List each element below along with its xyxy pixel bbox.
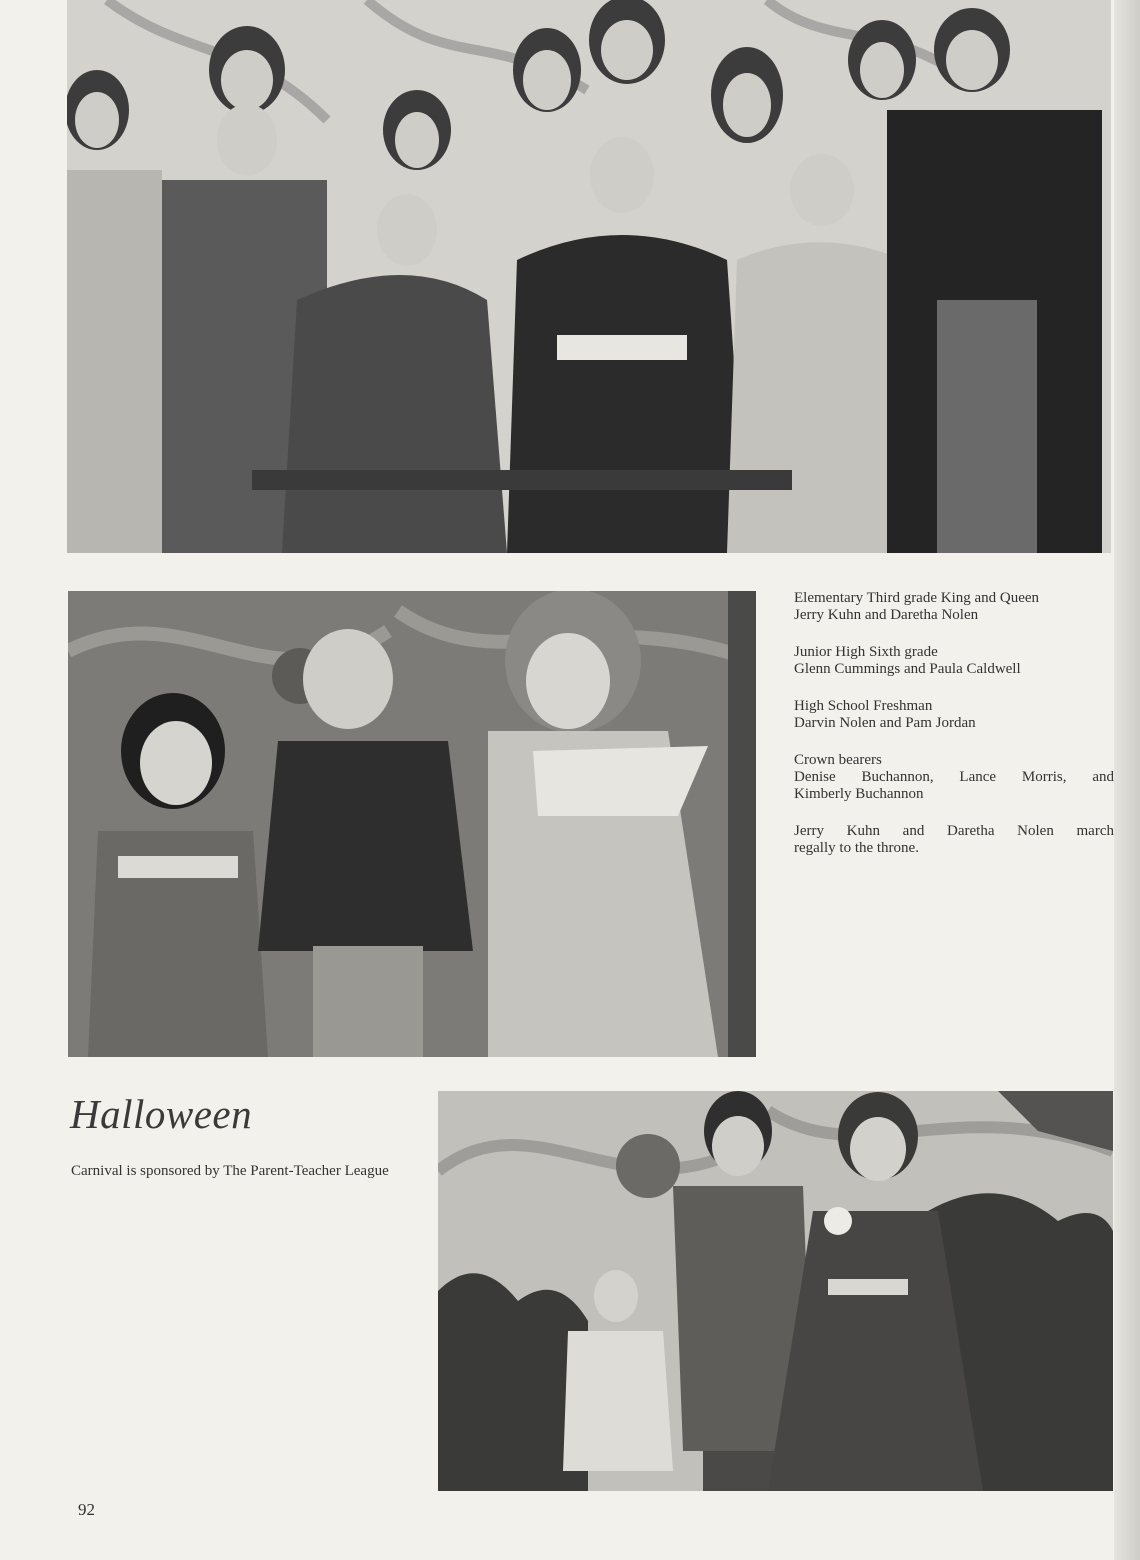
caption-line: Crown bearers (794, 752, 882, 768)
caption-line: Junior High Sixth grade (794, 644, 938, 660)
photo-crown-bearers (68, 591, 756, 1057)
section-title: Halloween (70, 1091, 253, 1137)
court-captions (794, 590, 1114, 877)
caption-line: Darvin Nolen and Pam Jordan (794, 715, 976, 731)
caption-crown-bearers (794, 752, 1114, 803)
caption-line: Elementary Third grade King and Queen (794, 590, 1040, 606)
caption-line: High School Freshman (794, 698, 933, 714)
caption-line: regally to the throne. (794, 840, 919, 856)
photo-court-group (67, 0, 1111, 553)
page-number: 92 (78, 1500, 95, 1519)
photo-march-to-throne (438, 1091, 1113, 1491)
section-caption: Carnival is sponsored by The Parent-Teacher League (71, 1163, 389, 1179)
caption-sixth-grade (794, 644, 1114, 678)
binding-edge (1114, 0, 1140, 1560)
caption-line: Denise Buchannon, Lance Morris, and (794, 769, 1114, 785)
caption-freshman (794, 698, 1114, 732)
caption-third-grade (794, 590, 1114, 624)
caption-line: Glenn Cummings and Paula Caldwell (794, 661, 1021, 677)
crown-bearers-image (68, 591, 756, 1057)
march-image (438, 1091, 1113, 1491)
caption-line: Kimberly Buchannon (794, 786, 924, 802)
caption-march (794, 823, 1114, 857)
court-group-image (67, 0, 1111, 553)
caption-line: Jerry Kuhn and Daretha Nolen (794, 607, 979, 623)
caption-line: Jerry Kuhn and Daretha Nolen march (794, 823, 1114, 839)
